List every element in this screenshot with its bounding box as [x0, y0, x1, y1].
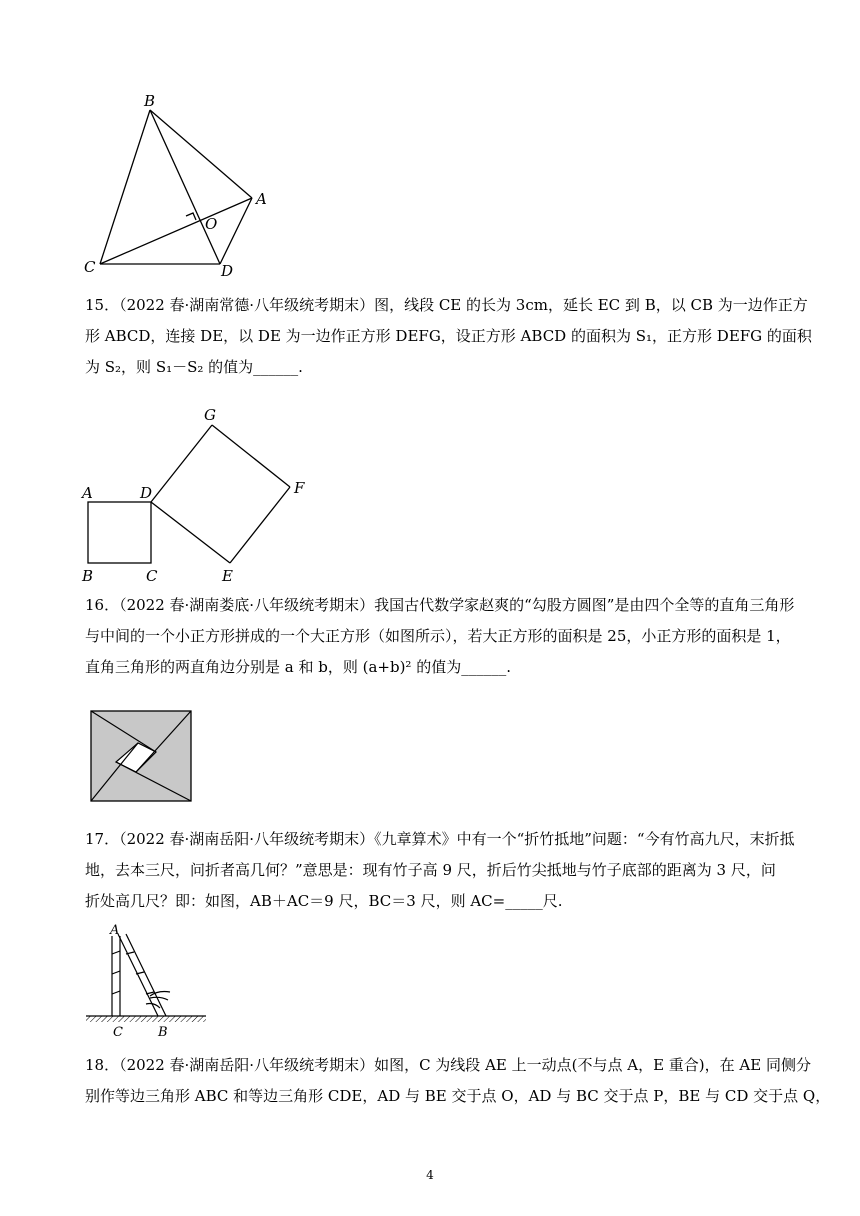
q17-line-3: 折处高几尺？即：如图，AB＋AC＝9 尺，BC＝3 尺，则 AC=_____尺.	[85, 892, 563, 910]
fig15-label-F: F	[294, 479, 305, 497]
fig14-label-D: D	[221, 262, 234, 280]
figure-q17	[86, 924, 210, 1042]
fig14-label-A: A	[256, 190, 267, 208]
q16-line-2: 与中间的一个小正方形拼成的一个大正方形（如图所示），若大正方形的面积是 25，小正方形的面积是 1，	[85, 627, 791, 645]
q18-line-1: 18．（2022 春·湖南岳阳·八年级统考期末）如图，C 为线段 AE 上一动点(不与点 A，E 重合)，在 AE 同侧分	[85, 1056, 811, 1074]
q15-line-3: 为 S₂，则 S₁－S₂ 的值为______.	[85, 358, 303, 376]
fig17-label-A: A	[110, 923, 120, 938]
figure-q16	[90, 710, 194, 804]
q17-line-1: 17．（2022 春·湖南岳阳·八年级统考期末）《九章算术》中有一个“折竹抵地”问题：“今有竹高九尺，末折抵	[85, 830, 795, 848]
fig15-label-B: B	[82, 567, 94, 585]
fig17-label-B: B	[158, 1025, 168, 1040]
figure-q14	[80, 92, 290, 282]
q16-line-3: 直角三角形的两直角边分别是 a 和 b，则 (a+b)² 的值为______.	[85, 658, 511, 676]
fig15-label-D: D	[140, 484, 153, 502]
fig14-label-O: O	[205, 215, 218, 233]
fig15-label-A: A	[82, 484, 93, 502]
question-18	[85, 1050, 831, 1112]
fig15-label-G: G	[204, 406, 216, 424]
page-number: 4	[426, 1168, 434, 1182]
q16-line-1: 16．（2022 春·湖南娄底·八年级统考期末）我国古代数学家赵爽的“勾股方圆图”是由四个全等的直角三角形	[85, 596, 795, 614]
fig14-label-C: C	[84, 258, 96, 276]
question-17	[85, 824, 795, 917]
q17-line-2: 地，去本三尺，问折者高几何？”意思是：现有竹子高 9 尺，折后竹尖抵地与竹子底部的距离为 3 尺，问	[85, 861, 776, 879]
q18-line-2: 别作等边三角形 ABC 和等边三角形 CDE，AD 与 BE 交于点 O，AD 与 BC 交于点 P，BE 与 CD 交于点 Q，	[85, 1087, 831, 1105]
fig14-label-B: B	[144, 92, 156, 110]
fig17-label-C: C	[113, 1025, 123, 1040]
fig15-label-E: E	[222, 567, 233, 585]
q15-line-2: 形 ABCD，连接 DE，以 DE 为一边作正方形 DEFG，设正方形 ABCD 的面积为 S₁，正方形 DEFG 的面积	[85, 327, 812, 345]
question-16	[85, 590, 795, 683]
question-15	[85, 290, 812, 383]
q15-line-1: 15．（2022 春·湖南常德·八年级统考期末）图，线段 CE 的长为 3cm，延长 EC 到 B，以 CB 为一边作正方	[85, 296, 808, 314]
fig15-label-C: C	[146, 567, 158, 585]
figure-q15	[78, 405, 318, 585]
